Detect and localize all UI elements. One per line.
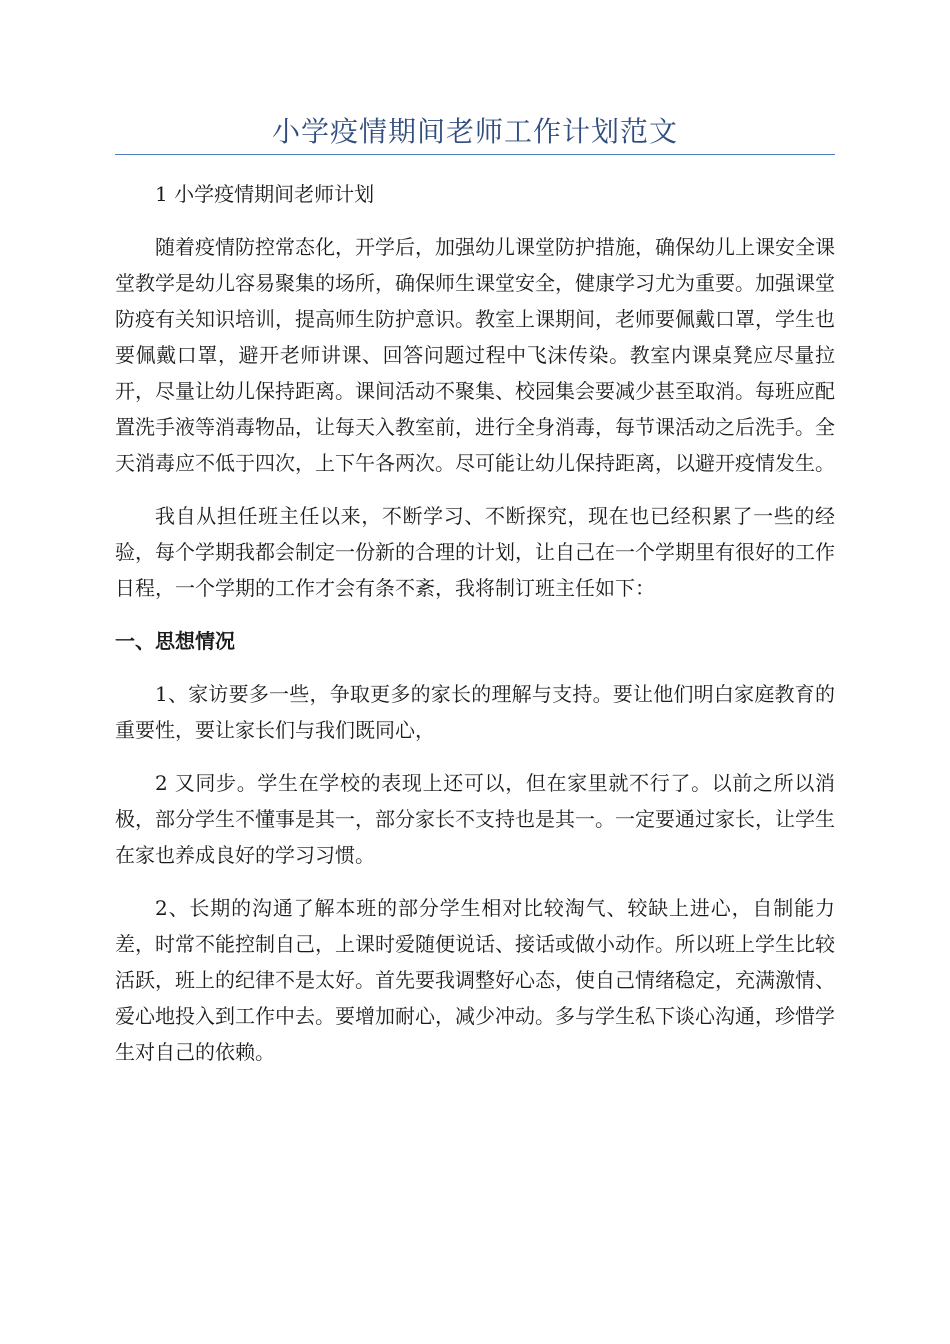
paragraph-1: 随着疫情防控常态化，开学后，加强幼儿课堂防护措施，确保幼儿上课安全课堂教学是幼儿容易聚集的场所，确保师生课堂安全，健康学习尤为重要。加强课堂防疫有关知识培训，提高师生防护意识。教室上课期间，老师要佩戴口罩，学生也要佩戴口罩，避开老师讲课、回答问题过程中飞沫传染。教室内课桌凳应尽量拉开，尽量让幼儿保持距离。课间活动不聚集、校园集会要减少甚至取消。每班应配置洗手液等消毒物品，让每天入教室前，进行全身消毒，每节课活动之后洗手。全天消毒应不低于四次，上下午各两次。尽可能让幼儿保持距离，以避开疫情发生。: [115, 235, 835, 475]
heading-thought-situation: 一、思想情况: [115, 629, 235, 653]
document-body: [115, 176, 835, 1087]
list-item-1: 1、家访要多一些，争取更多的家长的理解与支持。要让他们明白家庭教育的重要性，要让家长们与我们既同心，: [115, 682, 835, 742]
section-subtitle: 1 小学疫情期间老师计划: [155, 182, 375, 206]
list-item-2: 2 又同步。学生在学校的表现上还可以，但在家里就不行了。以前之所以消极，部分学生不懂事是其一，部分家长不支持也是其一。一定要通过家长，让学生在家也养成良好的学习习惯。: [115, 771, 835, 867]
paragraph-2: 我自从担任班主任以来，不断学习、不断探究，现在也已经积累了一些的经验，每个学期我都会制定一份新的合理的计划，让自己在一个学期里有很好的工作日程，一个学期的工作才会有条不紊，我将制订班主任如下：: [115, 504, 835, 600]
title-underline: [115, 154, 835, 155]
list-item-3: 2、长期的沟通了解本班的部分学生相对比较淘气、较缺上进心，自制能力差，时常不能控制自己，上课时爱随便说话、接话或做小动作。所以班上学生比较活跃，班上的纪律不是太好。首先要我调整好心态，使自己情绪稳定，充满激情、爱心地投入到工作中去。要增加耐心，减少冲动。多与学生私下谈心沟通，珍惜学生对自己的依赖。: [115, 896, 835, 1064]
document-title: 小学疫情期间老师工作计划范文: [271, 115, 678, 148]
